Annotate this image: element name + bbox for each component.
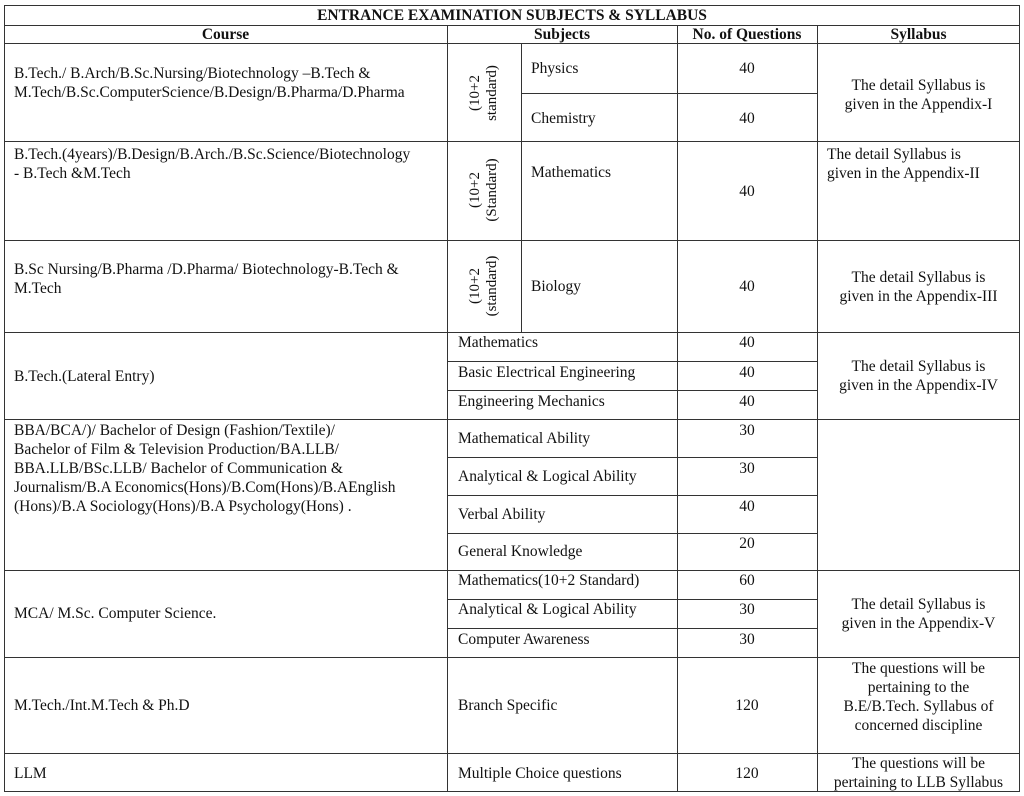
subject-cell: Analytical & Logical Ability xyxy=(458,468,637,485)
course-cell: BBA/BCA/)/ Bachelor of Design (Fashion/Textile)/ Bachelor of Film & Television Production/BA.LLB/ BBA.LLB/BSc.LLB/ Bachelor of Communication & Journalism/B.A Economics(Hons)/B.Com(Hons)/B.AEnglish (Hons)/B.A Sociology(Hons)/B.A Psychology(Hons) . xyxy=(14,422,396,515)
header-course: Course xyxy=(201,26,250,43)
rule xyxy=(521,93,817,94)
standard-label: (10+2 standard) xyxy=(467,65,500,121)
questions-cell: 40 xyxy=(739,278,755,295)
rule xyxy=(447,361,817,362)
questions-cell: 40 xyxy=(739,110,755,127)
subject-cell: Analytical & Logical Ability xyxy=(458,601,637,618)
syllabus-cell: The detail Syllabus is given in the Appendix-I xyxy=(844,77,993,113)
questions-cell: 40 xyxy=(739,393,755,410)
rule xyxy=(447,495,817,496)
rule xyxy=(4,657,1020,658)
rule xyxy=(521,43,522,332)
standard-label: (10+2 (Standard) xyxy=(467,158,500,222)
syllabus-cell: The questions will be pertaining to the B.E/B.Tech. Syllabus of concerned discipline xyxy=(843,660,994,734)
subject-cell: Computer Awareness xyxy=(458,631,590,648)
header-questions: No. of Questions xyxy=(692,26,802,43)
subject-cell: Biology xyxy=(531,278,581,295)
rule xyxy=(447,628,817,629)
syllabus-cell: The detail Syllabus is given in the Appendix-IV xyxy=(839,358,998,394)
questions-cell: 120 xyxy=(735,765,759,782)
subject-cell: Chemistry xyxy=(531,110,596,127)
course-cell: B.Tech./ B.Arch/B.Sc.Nursing/Biotechnology –B.Tech & M.Tech/B.Sc.ComputerScience/B.Design/B.Pharma/D.Pharma xyxy=(14,65,405,101)
subject-cell: Physics xyxy=(531,60,579,77)
course-cell: B.Sc Nursing/B.Pharma /D.Pharma/ Biotechnology-B.Tech & M.Tech xyxy=(14,261,399,297)
rule xyxy=(4,141,1020,142)
course-cell: LLM xyxy=(14,765,47,782)
subject-cell: Multiple Choice questions xyxy=(458,765,622,782)
subject-cell: Mathematical Ability xyxy=(458,430,591,447)
subject-cell: Basic Electrical Engineering xyxy=(458,364,636,381)
rule xyxy=(447,25,448,792)
questions-cell: 30 xyxy=(739,422,755,439)
subject-cell: Branch Specific xyxy=(458,697,558,714)
questions-cell: 20 xyxy=(739,535,755,552)
questions-cell: 40 xyxy=(739,498,755,515)
questions-cell: 40 xyxy=(739,334,755,351)
course-cell: M.Tech./Int.M.Tech & Ph.D xyxy=(14,697,190,714)
subject-cell: Verbal Ability xyxy=(458,506,546,523)
rule xyxy=(4,240,1020,241)
table-title: ENTRANCE EXAMINATION SUBJECTS & SYLLABUS xyxy=(317,7,707,24)
syllabus-cell: The detail Syllabus is given in the Appendix-II xyxy=(827,146,980,182)
questions-cell: 40 xyxy=(739,364,755,381)
header-syllabus: Syllabus xyxy=(890,26,947,43)
subject-cell: Mathematics(10+2 Standard) xyxy=(458,572,640,589)
questions-cell: 120 xyxy=(735,697,759,714)
subject-cell: Engineering Mechanics xyxy=(458,393,605,410)
subject-cell: Mathematics xyxy=(458,334,539,351)
questions-cell: 40 xyxy=(739,183,755,200)
syllabus-table xyxy=(4,5,1020,792)
rule xyxy=(4,419,1020,420)
course-cell: B.Tech.(Lateral Entry) xyxy=(14,368,155,385)
questions-cell: 40 xyxy=(739,60,755,77)
rule xyxy=(4,5,5,792)
questions-cell: 30 xyxy=(739,460,755,477)
course-cell: MCA/ M.Sc. Computer Science. xyxy=(14,605,217,622)
rule xyxy=(447,457,817,458)
rule xyxy=(447,390,817,391)
course-cell: B.Tech.(4years)/B.Design/B.Arch./B.Sc.Science/Biotechnology - B.Tech &M.Tech xyxy=(14,146,411,182)
syllabus-cell: The questions will be pertaining to LLB Syllabus xyxy=(833,755,1004,791)
syllabus-cell: The detail Syllabus is given in the Appendix-III xyxy=(839,269,998,305)
syllabus-cell: The detail Syllabus is given in the Appendix-V xyxy=(841,596,996,632)
standard-label: (10+2 (standard) xyxy=(467,255,500,317)
questions-cell: 30 xyxy=(739,601,755,618)
questions-cell: 30 xyxy=(739,631,755,648)
subject-cell: Mathematics xyxy=(531,164,612,181)
subject-cell: General Knowledge xyxy=(458,543,583,560)
header-subjects: Subjects xyxy=(534,26,590,43)
questions-cell: 60 xyxy=(739,572,755,589)
